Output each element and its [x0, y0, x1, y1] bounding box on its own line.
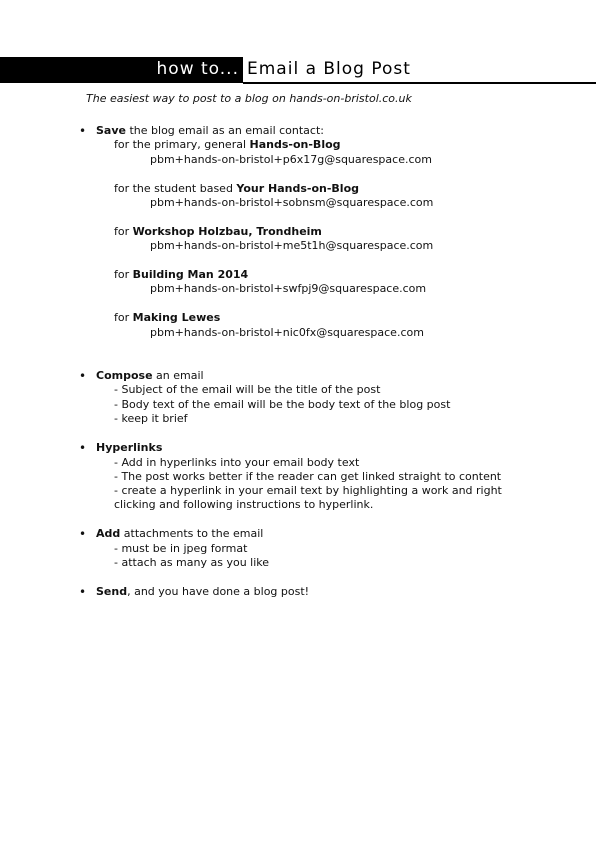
contact-email: pbm+hands-on-bristol+me5t1h@squarespace.com	[150, 239, 434, 252]
send-keyword: Send	[96, 585, 128, 598]
add-item: - attach as many as you like	[114, 556, 270, 569]
contact-prefix: for	[114, 225, 133, 238]
send-heading	[96, 585, 309, 599]
blog-name: Workshop Holzbau, Trondheim	[132, 225, 322, 238]
subtitle: The easiest way to post to a blog on hands-on-bristol.co.uk	[86, 92, 412, 105]
title-label-block	[0, 57, 243, 83]
hyperlinks-keyword: Hyperlinks	[96, 441, 163, 454]
page-title: Email a Blog Post	[247, 59, 411, 79]
hyperlinks-heading	[96, 441, 162, 455]
add-heading	[96, 527, 263, 541]
hyperlinks-item: clicking and following instructions to hyperlink.	[114, 498, 374, 511]
compose-item: - Subject of the email will be the title of the post	[114, 383, 381, 396]
blog-name: Your Hands-on-Blog	[236, 182, 360, 195]
compose-text: an email	[152, 369, 204, 382]
contact-label	[114, 225, 322, 239]
contact-email: pbm+hands-on-bristol+sobnsm@squarespace.com	[150, 196, 434, 209]
contact-prefix: for	[114, 268, 133, 281]
contact-prefix: for the primary, general	[114, 138, 250, 151]
contact-label	[114, 182, 359, 196]
contact-email: pbm+hands-on-bristol+nic0fx@squarespace.com	[150, 326, 424, 339]
add-item: - must be in jpeg format	[114, 542, 248, 555]
bullet-hyperlinks: •	[79, 441, 87, 455]
title-bar	[0, 57, 596, 83]
blog-name: Building Man 2014	[132, 268, 249, 281]
blog-name: Making Lewes	[132, 311, 221, 324]
contact-email: pbm+hands-on-bristol+p6x17g@squarespace.com	[150, 153, 432, 166]
blog-name: Hands-on-Blog	[249, 138, 341, 151]
contact-email: pbm+hands-on-bristol+swfpj9@squarespace.com	[150, 282, 427, 295]
bullet-send: •	[79, 585, 87, 599]
add-text: attachments to the email	[120, 527, 264, 540]
contact-label	[114, 311, 220, 325]
contact-label	[114, 268, 248, 282]
save-heading	[96, 124, 324, 138]
contact-prefix: for the student based	[114, 182, 237, 195]
compose-item: - keep it brief	[114, 412, 188, 425]
bullet-add: •	[79, 527, 87, 541]
how-to-label: how to...	[156, 59, 239, 79]
hyperlinks-item: - The post works better if the reader can get linked straight to content	[114, 470, 502, 483]
bullet-compose: •	[79, 369, 87, 383]
hyperlinks-item: - create a hyperlink in your email text by highlighting a work and right	[114, 484, 502, 497]
compose-keyword: Compose	[96, 369, 153, 382]
add-keyword: Add	[96, 527, 121, 540]
title-underline	[243, 82, 596, 84]
hyperlinks-item: - Add in hyperlinks into your email body text	[114, 456, 360, 469]
contact-prefix: for	[114, 311, 133, 324]
save-text: the blog email as an email contact:	[125, 124, 324, 137]
send-text: , and you have done a blog post!	[127, 585, 310, 598]
save-keyword: Save	[96, 124, 126, 137]
compose-item: - Body text of the email will be the body text of the blog post	[114, 398, 451, 411]
contact-label	[114, 138, 341, 152]
bullet-save: •	[79, 124, 87, 138]
compose-heading	[96, 369, 204, 383]
